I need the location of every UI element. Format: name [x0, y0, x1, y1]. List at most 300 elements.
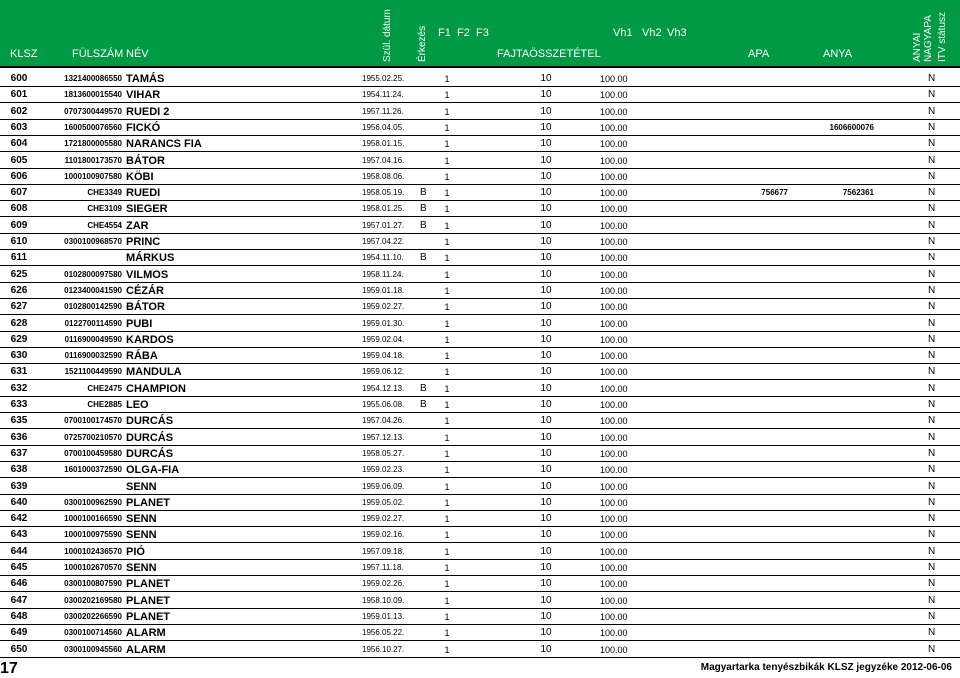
table-row — [0, 267, 960, 282]
cell-ful: 0102800097580 — [64, 269, 122, 279]
cell-num: 629 — [10, 333, 28, 345]
cell-dat: 1957.04.22. — [362, 237, 405, 246]
cell-nev: PUBI — [126, 317, 153, 330]
cell-num: 650 — [10, 643, 28, 655]
cell-num: 642 — [10, 513, 28, 525]
cell-ful: CHE2885 — [87, 400, 122, 409]
cell-fa: 10 — [540, 366, 552, 378]
cell-dat: 1958.05.27. — [362, 448, 405, 458]
cell-f1: 1 — [444, 171, 450, 182]
cell-fa: 10 — [540, 610, 552, 622]
cell-st: N — [928, 333, 936, 345]
cell-nev: ALARM — [126, 643, 166, 656]
cell-st: N — [928, 382, 936, 394]
cell-f1: 1 — [444, 383, 450, 394]
cell-pct: 100.00 — [600, 285, 628, 296]
cell-ful: 0300100962590 — [64, 497, 122, 507]
cell-st: N — [928, 610, 936, 622]
cell-pct: 100.00 — [600, 628, 628, 639]
cell-apa: 756677 — [761, 188, 788, 198]
col-fajtaosszetetel: FAJTAÖSSZETÉTEL — [497, 48, 601, 60]
cell-nev: PIÓ — [126, 545, 145, 558]
table-row — [0, 527, 960, 542]
cell-num: 603 — [10, 121, 28, 133]
col-f1: F1 — [438, 27, 451, 39]
cell-f1: 1 — [444, 253, 450, 264]
cell-fa: 10 — [540, 382, 552, 394]
cell-dat: 1959.02.16. — [362, 530, 405, 540]
cell-st: N — [928, 203, 936, 215]
cell-st: N — [928, 578, 936, 590]
cell-f1: 1 — [444, 285, 450, 296]
cell-ful: 1721800005580 — [64, 139, 122, 149]
cell-dat: 1959.02.23. — [362, 465, 405, 475]
cell-num: 639 — [10, 480, 28, 492]
cell-num: 633 — [10, 399, 28, 410]
cell-f1: 1 — [444, 139, 450, 150]
cell-num: 631 — [10, 366, 28, 378]
cell-anya: 7562361 — [842, 188, 874, 198]
col-vh3: Vh3 — [667, 27, 687, 39]
cell-ful: 1813600015540 — [64, 90, 122, 100]
cell-st: N — [928, 350, 936, 362]
cell-pct: 100.00 — [600, 74, 628, 84]
col-erkezes: Érkezés — [417, 25, 428, 62]
cell-f1: 1 — [444, 465, 450, 476]
cell-f1: 1 — [444, 579, 450, 590]
cell-nev: LEO — [126, 399, 149, 411]
cell-fa: 10 — [540, 480, 552, 492]
cell-f1: 1 — [444, 514, 450, 525]
cell-pct: 100.00 — [600, 155, 628, 166]
table-row — [0, 364, 960, 379]
cell-fa: 10 — [540, 268, 552, 280]
cell-ful: 0700100459580 — [64, 448, 122, 458]
cell-fa: 10 — [540, 236, 552, 247]
cell-nev: SENN — [126, 529, 157, 542]
cell-fa: 10 — [540, 464, 552, 476]
cell-st: N — [928, 431, 936, 443]
cell-nev: PLANET — [126, 496, 170, 509]
table-row — [0, 104, 960, 119]
table-row — [0, 593, 960, 608]
cell-st: N — [928, 236, 936, 247]
cell-nev: PRINC — [126, 236, 161, 248]
col-klsz: KLSZ — [10, 48, 38, 60]
cell-st: N — [928, 138, 936, 150]
col-anyai: ANYAI — [912, 32, 923, 62]
cell-fa: 10 — [540, 154, 552, 166]
cell-nev: PLANET — [126, 578, 170, 591]
cell-f1: 1 — [444, 481, 450, 492]
cell-nev: NARANCS FIA — [126, 138, 202, 151]
cell-ful: CHE3109 — [87, 204, 122, 214]
cell-fa: 10 — [540, 627, 552, 639]
cell-fa: 10 — [540, 513, 552, 525]
cell-num: 646 — [10, 578, 28, 590]
cell-fa: 10 — [540, 252, 552, 264]
cell-pct: 100.00 — [600, 546, 628, 557]
cell-dat: 1958.10.09. — [362, 595, 405, 605]
cell-dat: 1954.12.13. — [362, 383, 405, 393]
cell-st: N — [928, 317, 936, 329]
cell-pct: 100.00 — [600, 644, 628, 655]
table-row — [0, 71, 960, 86]
cell-fa: 10 — [540, 415, 552, 427]
cell-pct: 100.00 — [600, 465, 628, 476]
cell-f1: 1 — [444, 563, 450, 573]
cell-ful: 0102800142590 — [64, 302, 122, 312]
cell-nev: DURCÁS — [126, 447, 174, 460]
cell-pct: 100.00 — [600, 139, 628, 150]
cell-dat: 1959.04.18. — [362, 351, 405, 361]
cell-st: N — [928, 105, 936, 117]
table-row — [0, 332, 960, 347]
table-header — [0, 0, 960, 66]
cell-f1: 1 — [444, 204, 450, 215]
table-row — [0, 479, 960, 494]
cell-ful: 0116900049590 — [64, 334, 122, 344]
cell-fa: 10 — [540, 203, 552, 215]
cell-num: 626 — [10, 284, 28, 296]
cell-pct: 100.00 — [600, 579, 628, 590]
cell-fa: 10 — [540, 643, 552, 655]
cell-f1: 1 — [444, 367, 450, 378]
cell-nev: ALARM — [126, 627, 166, 640]
cell-ful: 1101800173570 — [64, 155, 122, 165]
table-row — [0, 625, 960, 640]
cell-fa: 10 — [540, 578, 552, 590]
table-row — [0, 430, 960, 445]
cell-dat: 1957.11.26. — [362, 106, 404, 116]
cell-nev: SENN — [126, 480, 157, 493]
cell-num: 643 — [10, 529, 28, 541]
cell-f1: 1 — [444, 448, 450, 459]
cell-fa: 10 — [540, 562, 552, 573]
cell-st: N — [928, 252, 936, 264]
cell-st: N — [928, 447, 936, 459]
cell-num: 644 — [10, 545, 28, 557]
cell-ful: 0300202266590 — [64, 611, 122, 621]
cell-f1: 1 — [444, 351, 450, 362]
table-row — [0, 120, 960, 135]
cell-num: 649 — [10, 627, 28, 639]
cell-nev: BÁTOR — [126, 154, 165, 167]
cell-ful: 1321400086550 — [64, 74, 122, 83]
cell-num: 645 — [10, 562, 28, 573]
cell-dat: 1959.02.26. — [362, 579, 405, 589]
cell-st: N — [928, 399, 936, 410]
cell-st: N — [928, 284, 936, 296]
cell-st: N — [928, 187, 936, 199]
cell-ful: 0707300449570 — [64, 106, 122, 116]
cell-nev: ZAR — [126, 219, 149, 232]
cell-dat: 1957.01.27. — [362, 220, 405, 230]
cell-num: 611 — [10, 252, 28, 264]
cell-num: 600 — [10, 73, 28, 84]
cell-dat: 1957.09.18. — [362, 546, 405, 556]
table-row — [0, 462, 960, 477]
cell-f1: 1 — [444, 400, 450, 410]
cell-st: N — [928, 513, 936, 525]
cell-fa: 10 — [540, 350, 552, 362]
cell-erk: B — [420, 382, 427, 394]
cell-pct: 100.00 — [600, 122, 628, 133]
cell-dat: 1959.02.27. — [362, 514, 405, 524]
cell-st: N — [928, 594, 936, 606]
cell-pct: 100.00 — [600, 416, 628, 427]
table-row — [0, 153, 960, 168]
col-nev: NÉV — [126, 48, 149, 60]
cell-f1: 1 — [444, 530, 450, 541]
cell-nev: PLANET — [126, 594, 170, 607]
cell-dat: 1957.11.18. — [362, 563, 404, 572]
cell-nev: RUEDI — [126, 187, 161, 200]
cell-pct: 100.00 — [600, 106, 628, 117]
cell-dat: 1958.05.19. — [362, 188, 405, 198]
cell-nev: CHAMPION — [126, 382, 186, 395]
table-row — [0, 87, 960, 102]
cell-fa: 10 — [540, 105, 552, 117]
cell-dat: 1957.04.16. — [362, 155, 405, 165]
table-row — [0, 169, 960, 184]
cell-erk: B — [420, 219, 427, 231]
table-row — [0, 544, 960, 559]
cell-num: 609 — [10, 219, 28, 231]
cell-fa: 10 — [540, 594, 552, 606]
cell-f1: 1 — [444, 497, 450, 508]
cell-num: 608 — [10, 203, 28, 215]
table-row — [0, 250, 960, 265]
cell-num: 637 — [10, 447, 28, 459]
cell-fa: 10 — [540, 219, 552, 231]
cell-pct: 100.00 — [600, 220, 628, 231]
cell-f1: 1 — [444, 155, 450, 166]
table-row — [0, 299, 960, 314]
cell-st: N — [928, 366, 936, 378]
cell-ful: CHE2475 — [87, 383, 122, 393]
cell-num: 648 — [10, 610, 28, 622]
cell-fa: 10 — [540, 333, 552, 345]
cell-fa: 10 — [540, 89, 552, 101]
cell-num: 640 — [10, 496, 28, 508]
cell-num: 604 — [10, 138, 28, 150]
table-row — [0, 576, 960, 591]
header-divider — [0, 66, 960, 68]
cell-st: N — [928, 562, 936, 573]
table-row — [0, 348, 960, 363]
cell-ful: 0300100945560 — [64, 644, 122, 654]
cell-nev: PLANET — [126, 610, 170, 623]
cell-st: N — [928, 545, 936, 557]
cell-st: N — [928, 415, 936, 427]
cell-ful: CHE4554 — [87, 220, 122, 230]
cell-dat: 1957.12.13. — [362, 432, 405, 442]
cell-dat: 1958.01.15. — [362, 139, 405, 149]
cell-f1: 1 — [444, 122, 450, 133]
cell-num: 630 — [10, 350, 28, 362]
cell-pct: 100.00 — [600, 595, 628, 606]
col-szul-datum: Szül. dátum — [382, 9, 393, 62]
cell-fa: 10 — [540, 138, 552, 150]
cell-ful: 0300100968570 — [64, 237, 122, 246]
cell-nev: MANDULA — [126, 366, 182, 379]
cell-ful: 0700100174570 — [64, 416, 122, 426]
row-divider — [0, 657, 960, 658]
cell-st: N — [928, 73, 936, 84]
cell-pct: 100.00 — [600, 318, 628, 329]
cell-nev: TAMÁS — [126, 73, 165, 85]
cell-nev: DURCÁS — [126, 415, 174, 428]
cell-pct: 100.00 — [600, 269, 628, 280]
cell-ful: CHE3349 — [87, 188, 122, 198]
cell-f1: 1 — [444, 106, 450, 117]
cell-num: 636 — [10, 431, 28, 443]
cell-ful: 0725700210570 — [64, 432, 122, 442]
cell-ful: 0116900032590 — [64, 351, 122, 361]
cell-dat: 1956.05.22. — [362, 628, 405, 638]
table-row — [0, 397, 960, 412]
cell-st: N — [928, 121, 936, 133]
cell-erk: B — [420, 399, 427, 410]
cell-nev: OLGA-FIA — [126, 464, 180, 477]
cell-nev: VILMOS — [126, 268, 169, 281]
cell-fa: 10 — [540, 301, 552, 313]
cell-dat: 1959.01.13. — [362, 611, 405, 621]
cell-f1: 1 — [444, 595, 450, 606]
cell-dat: 1955.06.08. — [362, 400, 405, 409]
cell-ful: 1000100975590 — [64, 530, 122, 540]
cell-fa: 10 — [540, 73, 552, 84]
col-nagyapa: NAGYAPA — [923, 15, 934, 62]
cell-pct: 100.00 — [600, 171, 628, 182]
cell-ful: 0300100714560 — [64, 628, 122, 638]
cell-dat: 1959.01.18. — [362, 285, 405, 295]
cell-fa: 10 — [540, 496, 552, 508]
cell-st: N — [928, 301, 936, 313]
table-row — [0, 283, 960, 298]
col-f3: F3 — [476, 27, 489, 39]
cell-fa: 10 — [540, 545, 552, 557]
cell-pct: 100.00 — [600, 253, 628, 264]
cell-pct: 100.00 — [600, 563, 628, 573]
table-row — [0, 642, 960, 657]
cell-nev: MÁRKUS — [126, 252, 175, 265]
cell-pct: 100.00 — [600, 400, 628, 410]
cell-fa: 10 — [540, 121, 552, 133]
cell-ful: 1000100907580 — [64, 171, 122, 181]
cell-fa: 10 — [540, 187, 552, 199]
cell-pct: 100.00 — [600, 611, 628, 622]
cell-pct: 100.00 — [600, 90, 628, 101]
cell-fa: 10 — [540, 447, 552, 459]
cell-dat: 1955.02.25. — [362, 74, 405, 83]
col-f2: F2 — [457, 27, 470, 39]
cell-ful: 1000100166590 — [64, 514, 122, 524]
cell-pct: 100.00 — [600, 188, 628, 199]
cell-f1: 1 — [444, 90, 450, 101]
cell-f1: 1 — [444, 416, 450, 427]
cell-nev: CÉZÁR — [126, 284, 164, 297]
cell-nev: BÁTOR — [126, 301, 165, 314]
cell-ful: 1000102436570 — [64, 546, 122, 556]
cell-st: N — [928, 170, 936, 182]
cell-st: N — [928, 89, 936, 101]
table-row — [0, 609, 960, 624]
cell-num: 625 — [10, 268, 28, 280]
page-number: 17 — [0, 660, 18, 677]
cell-f1: 1 — [444, 334, 450, 345]
cell-ful: 0300202169580 — [64, 595, 122, 605]
cell-ful: 1600500076560 — [64, 122, 122, 132]
cell-f1: 1 — [444, 302, 450, 313]
table-row — [0, 413, 960, 428]
col-vh1: Vh1 — [613, 27, 633, 39]
cell-st: N — [928, 643, 936, 655]
cell-st: N — [928, 268, 936, 280]
cell-nev: KARDOS — [126, 333, 174, 346]
cell-dat: 1958.08.06. — [362, 171, 405, 181]
cell-nev: VIHAR — [126, 89, 161, 102]
cell-nev: RUEDI 2 — [126, 105, 170, 118]
col-fulszam: FÜLSZÁM — [72, 48, 124, 60]
cell-pct: 100.00 — [600, 204, 628, 215]
cell-pct: 100.00 — [600, 432, 628, 443]
cell-erk: B — [420, 252, 427, 264]
cell-ful: 1601000372590 — [64, 465, 122, 475]
cell-num: 638 — [10, 464, 28, 476]
table-row — [0, 185, 960, 200]
footer-title: Magyartarka tenyészbikák KLSZ jegyzéke 2012-06-06 — [700, 662, 952, 673]
cell-ful: 1000102670570 — [64, 563, 122, 572]
cell-pct: 100.00 — [600, 334, 628, 345]
cell-pct: 100.00 — [600, 514, 628, 525]
cell-f1: 1 — [444, 74, 450, 84]
cell-ful: 1521100449590 — [64, 367, 122, 377]
cell-erk: B — [420, 203, 427, 215]
cell-pct: 100.00 — [600, 237, 628, 247]
cell-pct: 100.00 — [600, 481, 628, 492]
table-row — [0, 446, 960, 461]
table-row — [0, 560, 960, 575]
table-row — [0, 234, 960, 249]
cell-num: 601 — [10, 89, 28, 101]
cell-fa: 10 — [540, 284, 552, 296]
cell-f1: 1 — [444, 611, 450, 622]
col-itv-statusz: ITV státusz — [937, 11, 948, 62]
cell-fa: 10 — [540, 399, 552, 410]
cell-pct: 100.00 — [600, 302, 628, 313]
table-row — [0, 136, 960, 151]
cell-dat: 1954.11.24. — [362, 90, 404, 100]
cell-f1: 1 — [444, 237, 450, 247]
cell-num: 610 — [10, 236, 28, 247]
cell-anya: 1606600076 — [829, 122, 874, 132]
cell-pct: 100.00 — [600, 530, 628, 541]
cell-nev: SENN — [126, 562, 157, 574]
cell-pct: 100.00 — [600, 448, 628, 459]
cell-dat: 1956.04.05. — [362, 122, 405, 132]
cell-pct: 100.00 — [600, 497, 628, 508]
cell-f1: 1 — [444, 432, 450, 443]
cell-st: N — [928, 219, 936, 231]
table-row — [0, 201, 960, 216]
cell-f1: 1 — [444, 318, 450, 329]
cell-pct: 100.00 — [600, 367, 628, 378]
table-row — [0, 511, 960, 526]
cell-nev: RÁBA — [126, 350, 158, 363]
cell-dat: 1957.04.26. — [362, 416, 405, 426]
